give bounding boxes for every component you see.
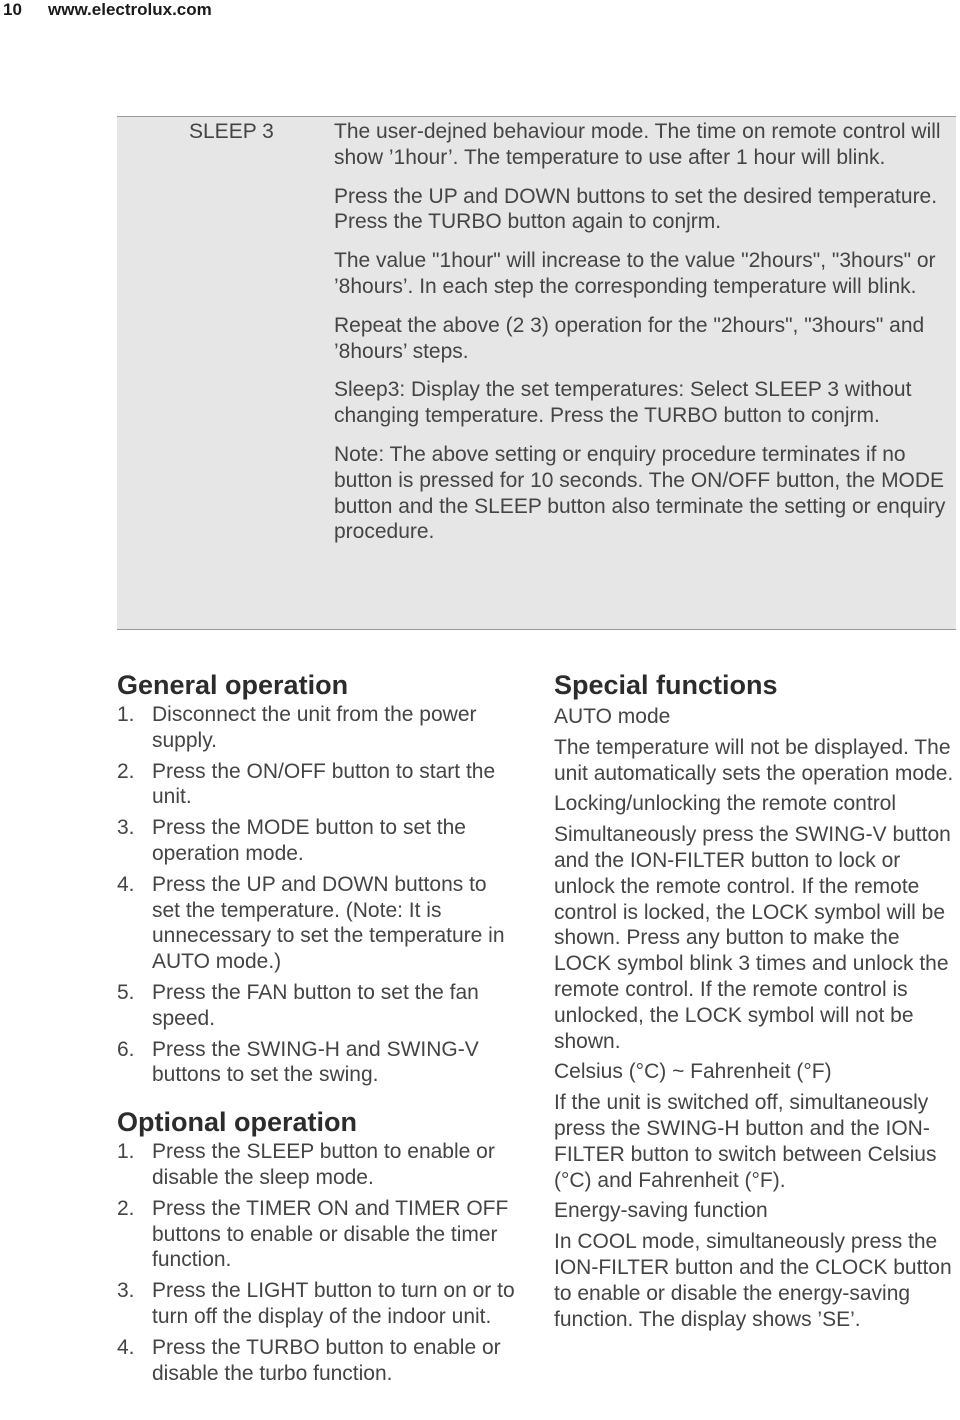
special-function-units [554, 1059, 958, 1193]
step-text: Press the SWING-H and SWING-V buttons to set the swing. [152, 1037, 479, 1087]
sleep-paragraph: The value "1hour" will increase to the value "2hours", "3hours" or ’8hours’. In each step the corresponding temperature will blink. [334, 249, 936, 298]
function-heading: Energy-saving function [554, 1199, 768, 1223]
function-text: In COOL mode, simultaneously press the ION-FILTER button and the CLOCK button to enable or disable the energy-saving function. The display shows ’SE’. [554, 1230, 952, 1331]
list-item [117, 1037, 517, 1089]
function-text: If the unit is switched off, simultaneously press the SWING-H button and the ION-FILTER button to switch between Celsius (°C) and Fahrenheit (°F). [554, 1091, 937, 1192]
special-function-lock [554, 791, 958, 1054]
function-heading: Celsius (°C) ~ Fahrenheit (°F) [554, 1060, 832, 1084]
sleep-paragraph: The user-dejned behaviour mode. The time on remote control will show ’1hour’. The temperature to use after 1 hour will blink. [334, 120, 941, 169]
special-function-energy [554, 1198, 958, 1332]
step-number: 5. [117, 980, 135, 1004]
special-functions-title: Special functions [554, 670, 778, 700]
step-number: 4. [117, 872, 135, 896]
step-number: 1. [117, 703, 135, 726]
optional-operation-title: Optional operation [117, 1107, 357, 1138]
list-item [117, 1278, 517, 1330]
list-item [117, 815, 517, 867]
general-operation-steps [117, 702, 517, 1088]
function-text: The temperature will not be displayed. The unit automatically sets the operation mode. [554, 735, 954, 785]
list-item [117, 1196, 517, 1273]
step-text: Press the MODE button to set the operation mode. [152, 816, 466, 865]
page-number: 10 [3, 0, 22, 19]
list-item [117, 1335, 517, 1387]
general-operation-title: General operation [117, 670, 349, 700]
list-item [117, 759, 517, 811]
step-text: Press the FAN button to set the fan speed. [152, 980, 479, 1030]
special-function-auto [554, 704, 958, 786]
list-item [117, 1139, 517, 1191]
step-number: 2. [117, 1196, 135, 1220]
left-column [117, 668, 517, 1391]
step-text: Press the SLEEP button to enable or disable the sleep mode. [152, 1140, 495, 1189]
step-number: 3. [117, 1279, 135, 1303]
step-number: 2. [117, 759, 135, 783]
step-number: 3. [117, 816, 135, 840]
step-text: Press the TIMER ON and TIMER OFF buttons to enable or disable the timer function. [152, 1196, 509, 1272]
sleep-paragraph: Note: The above setting or enquiry procedure terminates if no button is pressed for 10 seconds. The ON/OFF button, the MODE button and the SLEEP button also terminate the setting or enquiry procedure. [334, 442, 946, 544]
list-item [117, 980, 517, 1032]
site-url: www.electrolux.com [48, 0, 212, 19]
sleep-paragraph: Sleep3: Display the set temperatures: Select SLEEP 3 without changing temperature. Press the TURBO button to conjrm. [334, 378, 912, 428]
sleep-mode-label: SLEEP 3 [189, 120, 274, 143]
list-item [117, 872, 517, 975]
optional-operation-steps [117, 1139, 517, 1386]
sleep-mode-description [334, 119, 946, 558]
step-text: Press the LIGHT button to turn on or to turn off the display of the indoor unit. [152, 1279, 515, 1328]
step-number: 1. [117, 1140, 135, 1164]
step-text: Press the ON/OFF button to start the unit. [152, 759, 496, 809]
step-number: 6. [117, 1037, 135, 1061]
sleep-paragraph: Repeat the above (2 3) operation for the "2hours", "3hours" and ’8hours’ steps. [334, 313, 925, 363]
function-text: Simultaneously press the SWING-V button and the ION-FILTER button to lock or unlock the remote control. If the remote control is locked, the LOCK symbol will be shown. Press any button to make the LOCK symbol blink 3 times and unlock the remote control. If the remote control is unlocked, the LOCK symbol will not be shown. [554, 823, 951, 1053]
step-text: Press the UP and DOWN buttons to set the temperature. (Note: It is unnecessary to set the temperature in AUTO mode.) [152, 872, 505, 974]
right-column [554, 668, 958, 1337]
list-item [117, 702, 517, 754]
step-text: Press the TURBO button to enable or disable the turbo function. [152, 1335, 501, 1385]
step-number: 4. [117, 1335, 135, 1359]
step-text: Disconnect the unit from the power supply. [152, 703, 477, 752]
sleep-paragraph: Press the UP and DOWN buttons to set the desired temperature. Press the TURBO button again to conjrm. [334, 184, 938, 234]
function-heading: Locking/unlocking the remote control [554, 792, 897, 816]
function-heading: AUTO mode [554, 705, 671, 728]
